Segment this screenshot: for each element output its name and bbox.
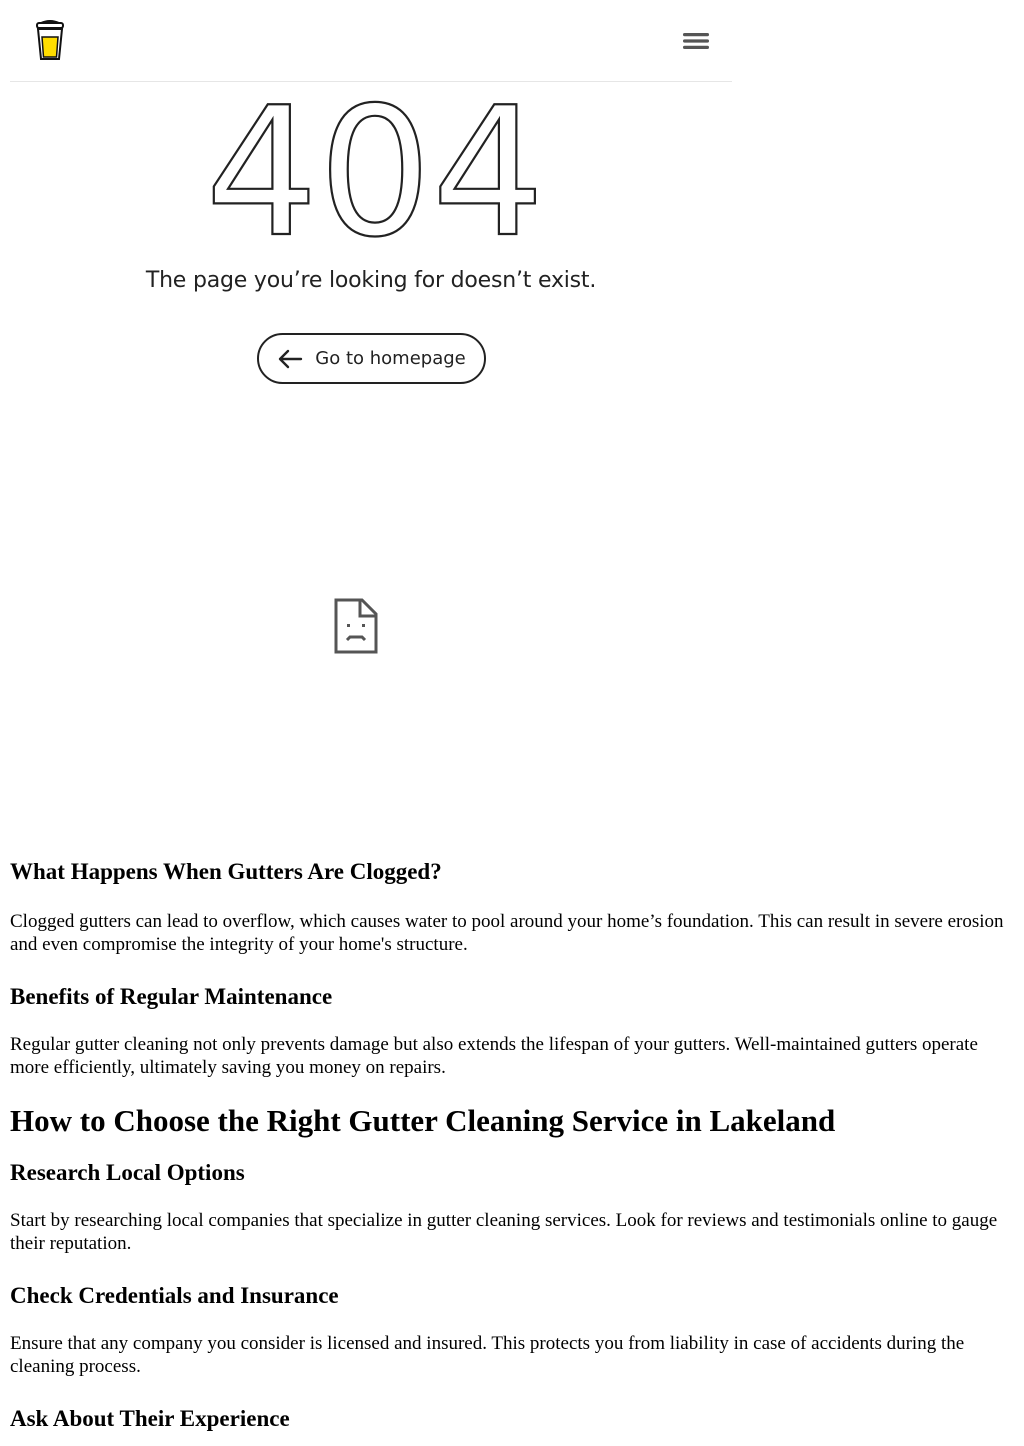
section-heading: Check Credentials and Insurance <box>10 1283 339 1308</box>
top-navigation-bar <box>10 0 732 82</box>
go-to-homepage-button[interactable] <box>257 333 486 384</box>
broken-image-icon <box>334 598 378 654</box>
arrow-left-icon <box>277 349 303 369</box>
hamburger-menu-icon[interactable] <box>680 28 712 54</box>
section-heading: Ask About Their Experience <box>10 1406 290 1431</box>
article-content <box>10 850 1010 1433</box>
section-heading: Benefits of Regular Maintenance <box>10 984 333 1009</box>
error-code-text: 404 <box>205 98 545 243</box>
section-heading: What Happens When Gutters Are Clogged? <box>10 859 442 884</box>
coffee-cup-logo-icon[interactable] <box>35 20 65 62</box>
go-to-homepage-label: Go to homepage <box>315 348 466 369</box>
error-code-404 <box>200 98 550 243</box>
section-paragraph: Start by researching local companies that specialize in gutter cleaning services. Look for reviews and testimonials online to gauge their reputation. <box>10 1210 998 1254</box>
section-heading: Research Local Options <box>10 1160 245 1185</box>
section-paragraph: Clogged gutters can lead to overflow, which causes water to pool around your home’s foundation. This can result in severe erosion and even compromise the integrity of your home's structure. <box>10 911 1004 955</box>
main-heading: How to Choose the Right Gutter Cleaning Service in Lakeland <box>10 1103 836 1138</box>
error-page-frame <box>10 0 732 840</box>
section-paragraph: Ensure that any company you consider is licensed and insured. This protects you from liability in case of accidents during the cleaning process. <box>10 1333 965 1377</box>
error-message: The page you’re looking for doesn’t exist. <box>145 268 597 293</box>
section-paragraph: Regular gutter cleaning not only prevents damage but also extends the lifespan of your gutters. Well-maintained gutters operate more efficiently, ultimately saving you money on repairs. <box>10 1034 978 1078</box>
